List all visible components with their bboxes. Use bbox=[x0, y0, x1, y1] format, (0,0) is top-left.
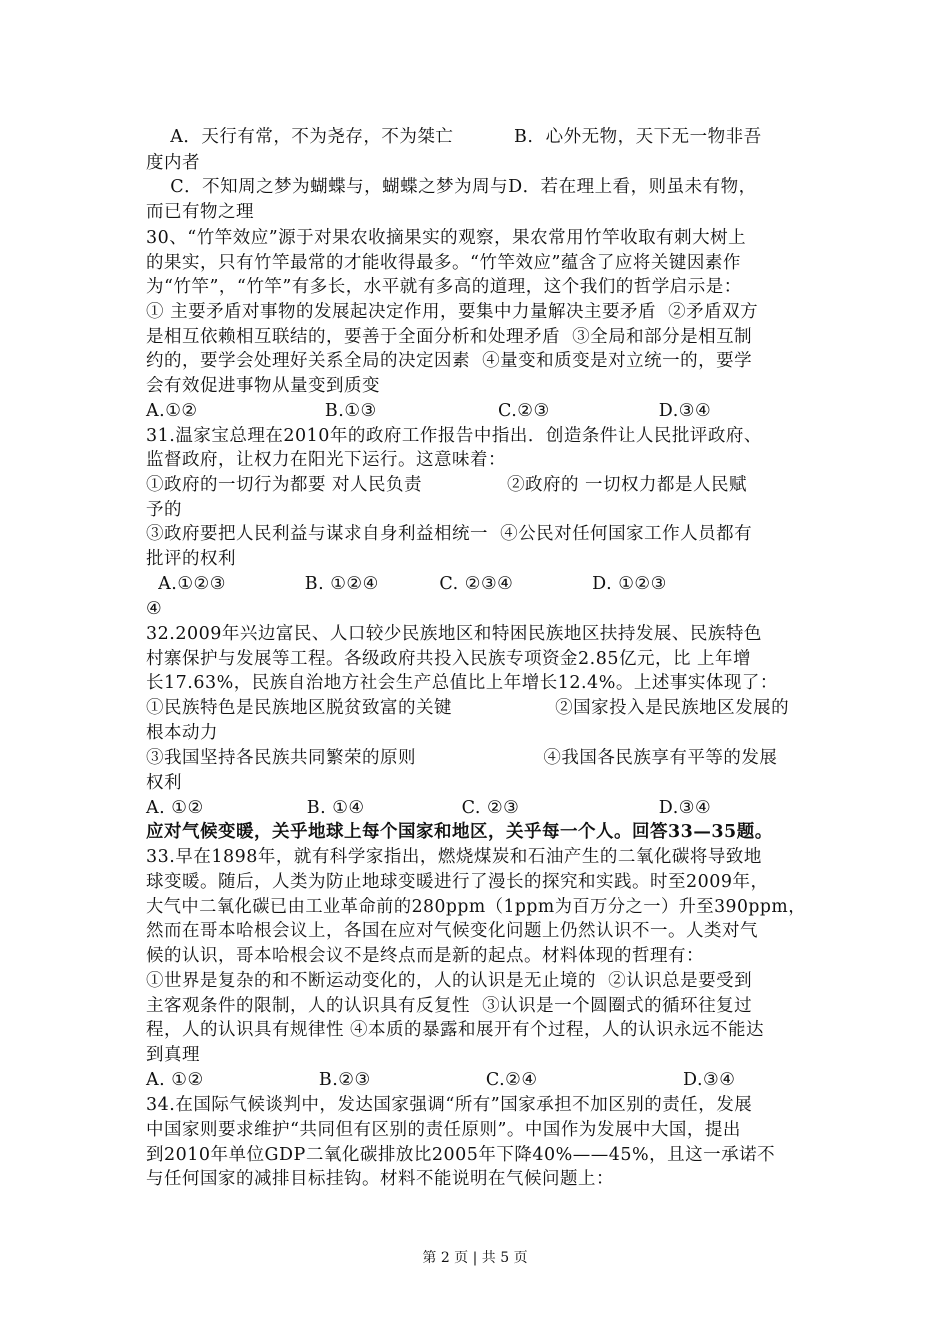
text-line: 球变暖。随后，人类为防止地球变暖进行了漫长的探究和实践。时至2009年， bbox=[146, 872, 769, 892]
text-line: 长17.63%，民族自治地方社会生产总值比上年增长12.4%。上述事实体现了： bbox=[146, 673, 778, 693]
text-line: 会有效促进事物从量变到质变 bbox=[146, 376, 380, 396]
text-line: 予的 bbox=[146, 500, 182, 520]
text-line: 32.2009年兴边富民、人口较少民族地区和特困民族地区扶持发展、民族特色 bbox=[146, 624, 762, 644]
text-line: ④ bbox=[146, 599, 163, 619]
text-line: 而已有物之理 bbox=[146, 202, 254, 222]
text-line: 度内者 bbox=[146, 153, 200, 173]
text-line: 监督政府，让权力在阳光下运行。这意味着： bbox=[146, 450, 506, 470]
text-line: A. ①② B. ①④ C. ②③ D.③④ bbox=[146, 798, 712, 818]
text-line: 然而在哥本哈根会议上，各国在应对气候变化问题上仍然认识不一。人类对气 bbox=[146, 921, 758, 941]
text-line: 30、“竹竿效应”源于对果农收摘果实的观察，果农常用竹竿收取有刺大树上 bbox=[146, 228, 747, 248]
text-line: C．不知周之梦为蝴蝶与，蝴蝶之梦为周与D．若在理上看，则虽未有物， bbox=[146, 177, 757, 197]
text-line: 33.早在1898年，就有科学家指出，燃烧煤炭和石油产生的二氧化碳将导致地 bbox=[146, 847, 762, 867]
text-line: 主客观条件的限制，人的认识具有反复性 ③认识是一个圆圈式的循环往复过 bbox=[146, 996, 753, 1016]
text-line: ③政府要把人民利益与谋求自身利益相统一 ④公民对任何国家工作人员都有 bbox=[146, 524, 753, 544]
page-footer: 第 2 页 | 共 5 页 bbox=[422, 1250, 528, 1266]
section-heading: 应对气候变暖，关乎地球上每个国家和地区，关乎每一个人。回答33—35题。 bbox=[146, 822, 773, 842]
text-line: 34.在国际气候谈判中，发达国家强调“所有”国家承担不加区别的责任，发展 bbox=[146, 1095, 753, 1115]
text-line: 31.温家宝总理在2010年的政府工作报告中指出．创造条件让人民批评政府、 bbox=[146, 426, 762, 446]
text-line: ①政府的一切行为都要 对人民负责 ②政府的 一切权力都是人民赋 bbox=[146, 475, 748, 495]
text-line: 村寨保护与发展等工程。各级政府共投入民族专项资金2.85亿元，比 上年增 bbox=[146, 649, 752, 669]
text-line: 是相互依赖相互联结的，要善于全面分析和处理矛盾 ③全局和部分是相互制 bbox=[146, 327, 753, 347]
text-line: 大气中二氧化碳已由工业革命前的280ppm（1ppm为百万分之一）升至390ppm， bbox=[146, 897, 806, 917]
text-line: ① 主要矛盾对事物的发展起决定作用，要集中力量解决主要矛盾 ②矛盾双方 bbox=[146, 302, 759, 322]
text-line: 约的，要学会处理好关系全局的决定因素 ④量变和质变是对立统一的，要学 bbox=[146, 351, 753, 371]
text-line: 批评的权利 bbox=[146, 549, 236, 569]
text-line: 权利 bbox=[146, 773, 182, 793]
text-line: A．天行有常，不为尧存，不为桀亡 B. 心外无物，天下无一物非吾 bbox=[146, 127, 762, 147]
text-line: 到2010年单位GDP二氧化碳排放比2005年下降40%——45%，且这一承诺不 bbox=[146, 1145, 776, 1165]
text-line: 到真理 bbox=[146, 1045, 200, 1065]
text-line: 中国家则要求维护“共同但有区别的责任原则”。中国作为发展中大国，提出 bbox=[146, 1120, 741, 1140]
text-line: 候的认识，哥本哈根会议不是终点而是新的起点。材料体现的哲理有： bbox=[146, 946, 704, 966]
text-line: 的果实，只有竹竿最常的才能收得最多。“竹竿效应”蕴含了应将关键因素作 bbox=[146, 253, 741, 273]
text-line: ①民族特色是民族地区脱贫致富的关键 ②国家投入是民族地区发展的 bbox=[146, 698, 790, 718]
text-line: ③我国坚持各民族共同繁荣的原则 ④我国各民族享有平等的发展 bbox=[146, 748, 778, 768]
text-line: A. ①② B.②③ C.②④ D.③④ bbox=[146, 1070, 736, 1090]
text-line: 程，人的认识具有规律性 ④本质的暴露和展开有个过程，人的认识永远不能达 bbox=[146, 1020, 765, 1040]
text-line: A.①②③ B. ①②④ C. ②③④ D. ①②③ bbox=[146, 574, 667, 594]
text-line: 根本动力 bbox=[146, 723, 218, 743]
text-line: 与任何国家的减排目标挂钩。材料不能说明在气候问题上： bbox=[146, 1169, 614, 1189]
text-line: ①世界是复杂的和不断运动变化的，人的认识是无止境的 ②认识总是要受到 bbox=[146, 971, 753, 991]
text-line: A.①② B.①③ C.②③ D.③④ bbox=[146, 401, 712, 421]
text-line: 为“竹竿”，“竹竿”有多长，水平就有多高的道理，这个我们的哲学启示是： bbox=[146, 277, 742, 297]
